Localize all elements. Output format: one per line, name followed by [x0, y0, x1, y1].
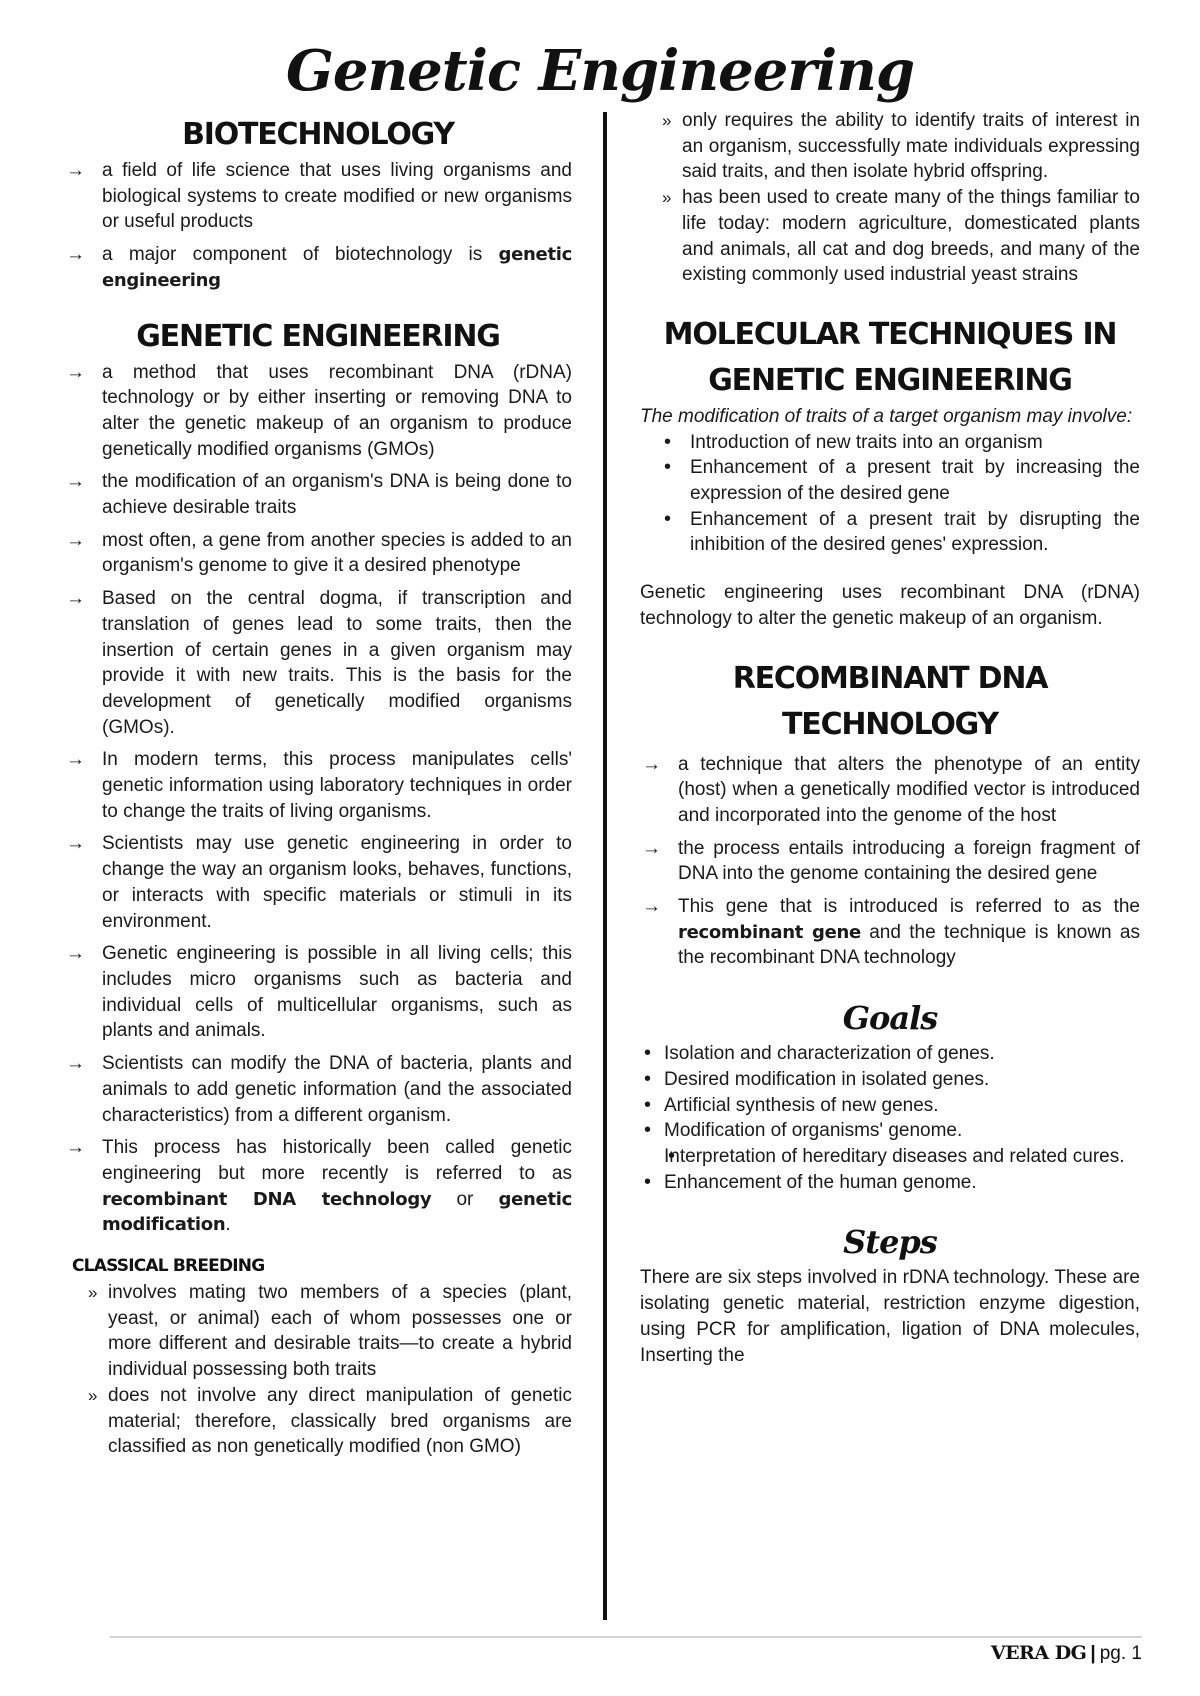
list-item: → a technique that alters the phenotype of an entity (host) when a genetically modified vector is introduced and incorporated into the genome of the host	[640, 752, 1140, 829]
list-item: • Enhancement of the human genome.	[640, 1170, 1140, 1196]
list-item: → the modification of an organism's DNA is being done to achieve desirable traits	[64, 469, 572, 520]
list-item: → Genetic engineering is possible in all living cells; this includes micro organisms such as bacteria and individual cells of multicellular organisms, such as plants and animals.	[64, 941, 572, 1044]
list-item: • Introduction of new traits into an organism	[650, 430, 1140, 456]
recombinant-dna-heading: RECOMBINANT DNA TECHNOLOGY	[732, 660, 1048, 742]
list-item: → most often, a gene from another species is added to an organism's genome to give it a desired phenotype	[64, 528, 572, 579]
bold-term: recombinant DNA technology	[102, 1188, 432, 1210]
steps-heading: Steps	[843, 1223, 937, 1262]
footer	[991, 1642, 1142, 1665]
bold-term: recombinant gene	[678, 921, 861, 943]
list-item: • Artificial synthesis of new genes.	[640, 1093, 1140, 1119]
list-item: → the process entails introducing a foreign fragment of DNA into the genome containing the desired gene	[640, 836, 1140, 887]
bold-term: genetic engineering	[102, 244, 572, 291]
list-item: → In modern terms, this process manipulates cells' genetic information using laboratory techniques in order to change the traits of living organisms.	[64, 747, 572, 824]
author-name: VERA DG	[990, 1642, 1087, 1664]
classical-breeding-list-continued	[660, 108, 1140, 288]
list-item: » only requires the ability to identify traits of interest in an organism, successfully mate individuals expressing said traits, and then isolate hybrid offspring.	[660, 108, 1140, 185]
molecular-techniques-list	[650, 430, 1140, 559]
list-item: → Based on the central dogma, if transcription and translation of genes lead to some traits, then the insertion of certain genes in a given organism may provide it with new traits. This is the basis for the development of genetically modified organisms (GMOs).	[64, 586, 572, 740]
list-item: » does not involve any direct manipulation of genetic material; therefore, classically bred organisms are classified as non genetically modified (non GMO)	[86, 1383, 572, 1460]
biotechnology-list	[64, 158, 572, 294]
list-item: • Interpretation of hereditary diseases and related cures.	[640, 1144, 1140, 1170]
list-item: • Isolation and characterization of genes.	[640, 1041, 1140, 1067]
list-item: → Scientists may use genetic engineering in order to change the way an organism looks, behaves, functions, or interacts with specific materials or stimuli in its environment.	[64, 831, 572, 934]
molecular-paragraph: Genetic engineering uses recombinant DNA (rDNA) technology to alter the genetic makeup of an organism.	[640, 582, 1140, 629]
page-number: pg. 1	[1099, 1643, 1142, 1664]
list-item: → This gene that is introduced is referred to as the recombinant gene and the technique is known as the recombinant DNA technology	[640, 894, 1140, 971]
footer-rule	[110, 1636, 1142, 1638]
list-item: → Scientists can modify the DNA of bacteria, plants and animals to add genetic information (and the associated characteristics) from a different organism.	[64, 1051, 572, 1128]
list-item: • Enhancement of a present trait by disrupting the inhibition of the desired genes' expression.	[650, 507, 1140, 558]
steps-paragraph: There are six steps involved in rDNA technology. These are isolating genetic material, restriction enzyme digestion, using PCR for amplification, ligation of DNA molecules, Inserting the	[640, 1267, 1140, 1366]
goals-heading: Goals	[842, 999, 938, 1038]
list-item: • Modification of organisms' genome.	[640, 1118, 1140, 1144]
list-item: → a major component of biotechnology is genetic engineering	[64, 242, 572, 293]
biotechnology-heading: BIOTECHNOLOGY	[182, 117, 454, 152]
right-column	[640, 112, 1140, 1368]
column-divider	[603, 112, 607, 1620]
classical-breeding-list	[86, 1280, 572, 1460]
bold-term: genetic modification	[102, 1188, 572, 1236]
list-item: » has been used to create many of the things familiar to life today: modern agriculture, domesticated plants and animals, all cat and dog breeds, and many of the existing commonly used industrial yeast strains	[660, 185, 1140, 288]
list-item: → a method that uses recombinant DNA (rDNA) technology or by either inserting or removing DNA to alter the genetic makeup of an organism to produce genetically modified organisms (GMOs)	[64, 360, 572, 463]
genetic-engineering-heading: GENETIC ENGINEERING	[136, 318, 500, 354]
recombinant-dna-list	[640, 752, 1140, 972]
genetic-engineering-list	[64, 360, 572, 1239]
molecular-intro: The modification of traits of a target organism may involve:	[640, 405, 1133, 427]
footer-separator: |	[1090, 1643, 1096, 1664]
list-item: » involves mating two members of a species (plant, yeast, or animal) each of whom possesses one or more different and desirable traits—to create a hybrid individual possessing both traits	[86, 1280, 572, 1383]
list-item: → a field of life science that uses living organisms and biological systems to create modified or new organisms or useful products	[64, 158, 572, 235]
list-item: • Enhancement of a present trait by increasing the expression of the desired gene	[650, 455, 1140, 506]
list-item: → This process has historically been called genetic engineering but more recently is referred to as recombinant DNA technology or genetic modification.	[64, 1135, 572, 1238]
classical-breeding-heading: CLASSICAL BREEDING	[72, 1256, 265, 1277]
molecular-techniques-heading: MOLECULAR TECHNIQUES IN GENETIC ENGINEERING	[663, 316, 1117, 398]
goals-list	[640, 1041, 1140, 1195]
left-column	[64, 112, 572, 1460]
page-title: Genetic Engineering	[286, 38, 914, 104]
list-item: • Desired modification in isolated genes.	[640, 1067, 1140, 1093]
